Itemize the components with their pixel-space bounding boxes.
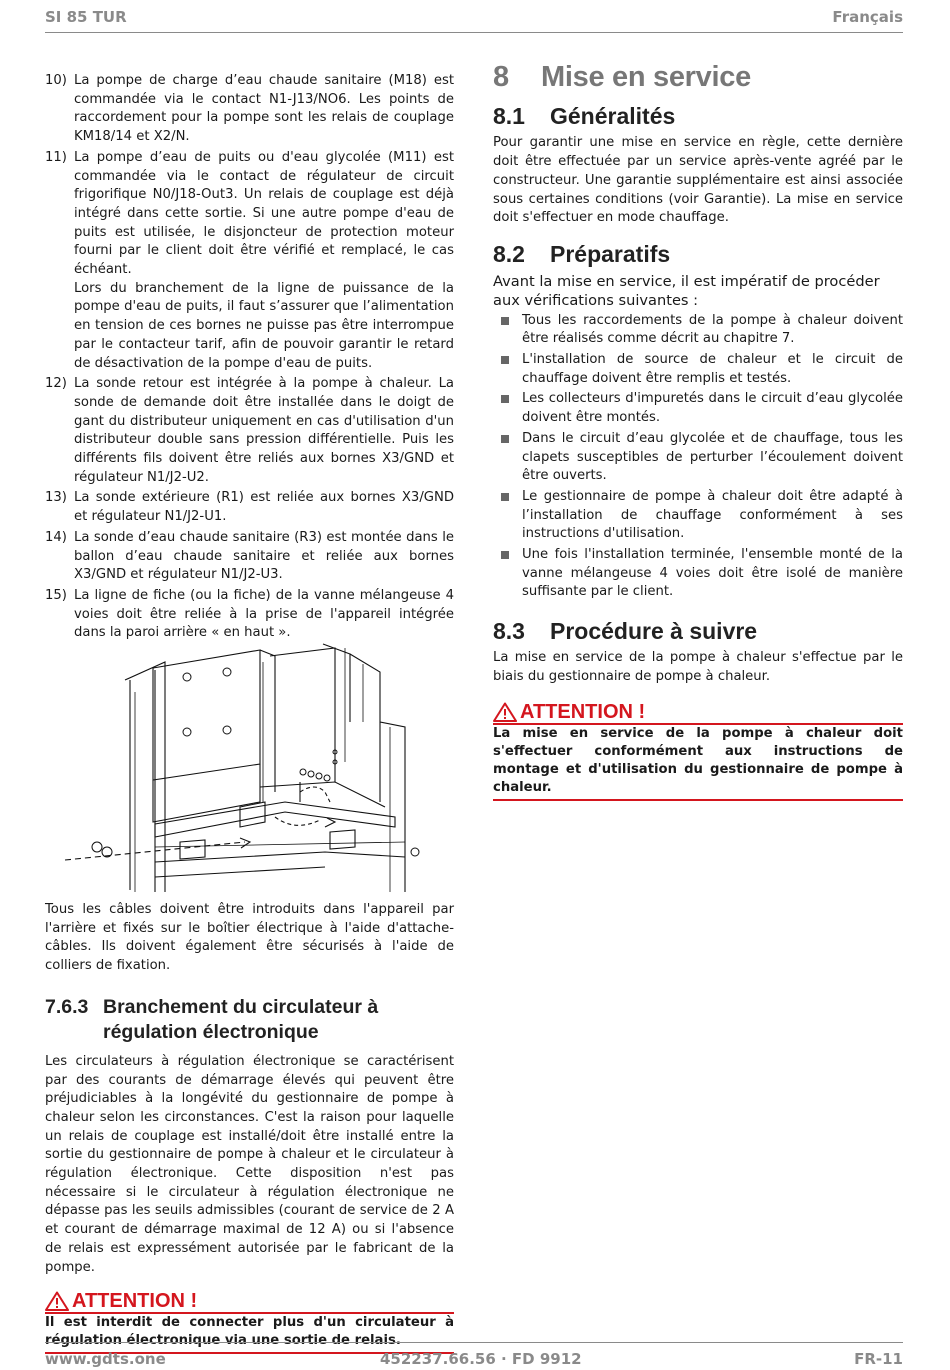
attention-box xyxy=(493,701,903,801)
list-item: L'installation de source de chaleur et le circuit de chauffage doivent être remplis et testés. xyxy=(493,351,903,388)
attention-body: La mise en service de la pompe à chaleur doit s'effectuer conformément aux instructions de montage et d'utilisation du gestionnaire de pompe à chaleur. xyxy=(493,725,903,801)
section-8-2-heading: 8.2 Préparatifs xyxy=(493,240,671,267)
checklist xyxy=(493,312,903,603)
list-item: 13) La sonde extérieure (R1) est reliée aux bornes X3/GND et régulateur N1/J2-U1. xyxy=(45,490,454,525)
section-8-3-heading: 8.3 Procédure à suivre xyxy=(493,618,758,645)
list-item: Une fois l'installation terminée, l'ensemble monté de la vanne mélangeuse 4 voies doit être isolé de manière suffisante par le client. xyxy=(493,546,903,602)
warning-triangle-icon xyxy=(45,1291,69,1311)
section-7-6-3-heading: 7.6.3 Branchement du circulateur à régulation électronique xyxy=(45,995,379,1043)
list-item: Le gestionnaire de pompe à chaleur doit être adapté à l’installation de chauffage conformément à ses instructions d'utilisation. xyxy=(493,488,903,544)
attention-title: ATTENTION ! xyxy=(520,701,646,724)
list-item: Dans le circuit d’eau glycolée et de chauffage, tous les clapets susceptibles de perturber l’écoulement doivent être ouverts. xyxy=(493,430,903,486)
language-label: Français xyxy=(832,8,903,26)
left-column-lower xyxy=(45,901,454,1354)
list-item: 12) La sonde retour est intégrée à la pompe à chaleur. La sonde de demande doit être installée dans le doigt de gant du distributeur uniquement en cas d'utilisation d'un distributeur double sans pression différentielle. Puis les différents fils doivent être reliés aux bornes X3/GND et régulateur N1/J2-U2. xyxy=(45,376,454,485)
connection-list xyxy=(45,72,454,643)
section-8-1-paragraph: Pour garantir une mise en service en règle, cette dernière doit être effectuée par un service après-vente agréé par le constructeur. Une garantie supplémentaire est ainsi associée sous certaines conditions (voir Garantie). La mise en service doit s'effectuer en mode chauffage. xyxy=(493,135,903,226)
attention-title: ATTENTION ! xyxy=(72,1290,198,1313)
section-8-1-heading: 8.1 Généralités xyxy=(493,102,676,129)
right-column xyxy=(493,61,903,801)
list-item: 10) La pompe de charge d’eau chaude sanitaire (M18) est commandée via le contact N1-J13/NO6. Les points de raccordement pour la pompe sont les relais de couplage KM18/14 et X2/N. xyxy=(45,73,454,145)
cables-paragraph: Tous les câbles doivent être introduits dans l'appareil par l'arrière et fixés sur le boîtier électrique à l'aide d'attache-câbles. Ils doivent également être sécurisés à l'aide de colliers de fixation. xyxy=(45,902,454,974)
page-number: FR-11 xyxy=(854,1350,903,1368)
list-item: 14) La sonde d’eau chaude sanitaire (R3) est montée dans le ballon d’eau chaude sanitaire et reliée aux bornes X3/GND et régulateur N1/J2-U3. xyxy=(45,529,454,583)
section-8-2-intro: Avant la mise en service, il est impératif de procéder aux vérifications suivantes : xyxy=(493,272,880,309)
list-item: Les collecteurs d'impuretés dans le circuit d’eau glycolée doivent être montés. xyxy=(493,390,903,427)
section-7-6-3-paragraph: Les circulateurs à régulation électronique se caractérisent par des courants de démarrage élevés qui peuvent être préjudiciables à la longévité du gestionnaire de pompe à chaleur selon les circonstances. C'est la raison pour laquelle un relais de couplage est installé/doit être installé entre la sortie du gestionnaire de pompe à chaleur et le circulateur à régulation électronique. Cette disposition n'est pas nécessaire si le circulateur à régulation électronique ne dépasse pas les seuils admissibles (courant de service de 2 A et courant de démarrage maximal de 12 A) ou si l'absence de relais est expressément autorisée par le fabricant de la pompe. xyxy=(45,1053,454,1275)
list-item: Tous les raccordements de la pompe à chaleur doivent être réalisés comme décrit au chapitre 7. xyxy=(493,312,903,349)
machine-frame xyxy=(65,644,405,892)
warning-triangle-icon xyxy=(493,702,517,722)
section-8-3-paragraph: La mise en service de la pompe à chaleur s'effectue par le biais du gestionnaire de pompe à chaleur. xyxy=(493,649,903,684)
page-header xyxy=(45,8,903,33)
cable-routing-illustration xyxy=(45,642,454,897)
left-column xyxy=(45,72,454,645)
screw-holes xyxy=(92,668,419,857)
model-name: SI 85 TUR xyxy=(45,8,127,26)
attention-body: Il est interdit de connecter plus d'un circulateur à régulation électronique via une sortie de relais. xyxy=(45,1314,454,1354)
page-footer xyxy=(45,1342,903,1369)
list-item: 11) La pompe d’eau de puits ou d'eau glycolée (M11) est commandée via le contact de régulateur de circuit frigorifique N0/J18-Out3. Un relais de couplage est déjà intégré dans cette sortie. Si une autre pompe d'eau de puits est utilisée, le disjoncteur de protection moteur fourni par le client doit être vérifié et remplacé, le cas échéant. Lors du branchement de la ligne de puissance de la pompe d'eau de puits, il faut s’assurer que l’alimentation en tension de ces bornes ne puisse pas être interrompue par le contacteur tarif, afin de pouvoir garantir le retard de désactivation de la pompe d'eau de puits. xyxy=(45,149,454,371)
document-number: 452237.66.56 · FD 9912 xyxy=(380,1350,582,1368)
website-link[interactable]: www.gdts.one xyxy=(45,1350,166,1368)
section-8-heading: 8 Mise en service xyxy=(493,61,751,93)
list-item: 15) La ligne de fiche (ou la fiche) de la vanne mélangeuse 4 voies doit être reliée à la prise de l'appareil intégrée dans la paroi arrière « en haut ». xyxy=(45,587,454,641)
